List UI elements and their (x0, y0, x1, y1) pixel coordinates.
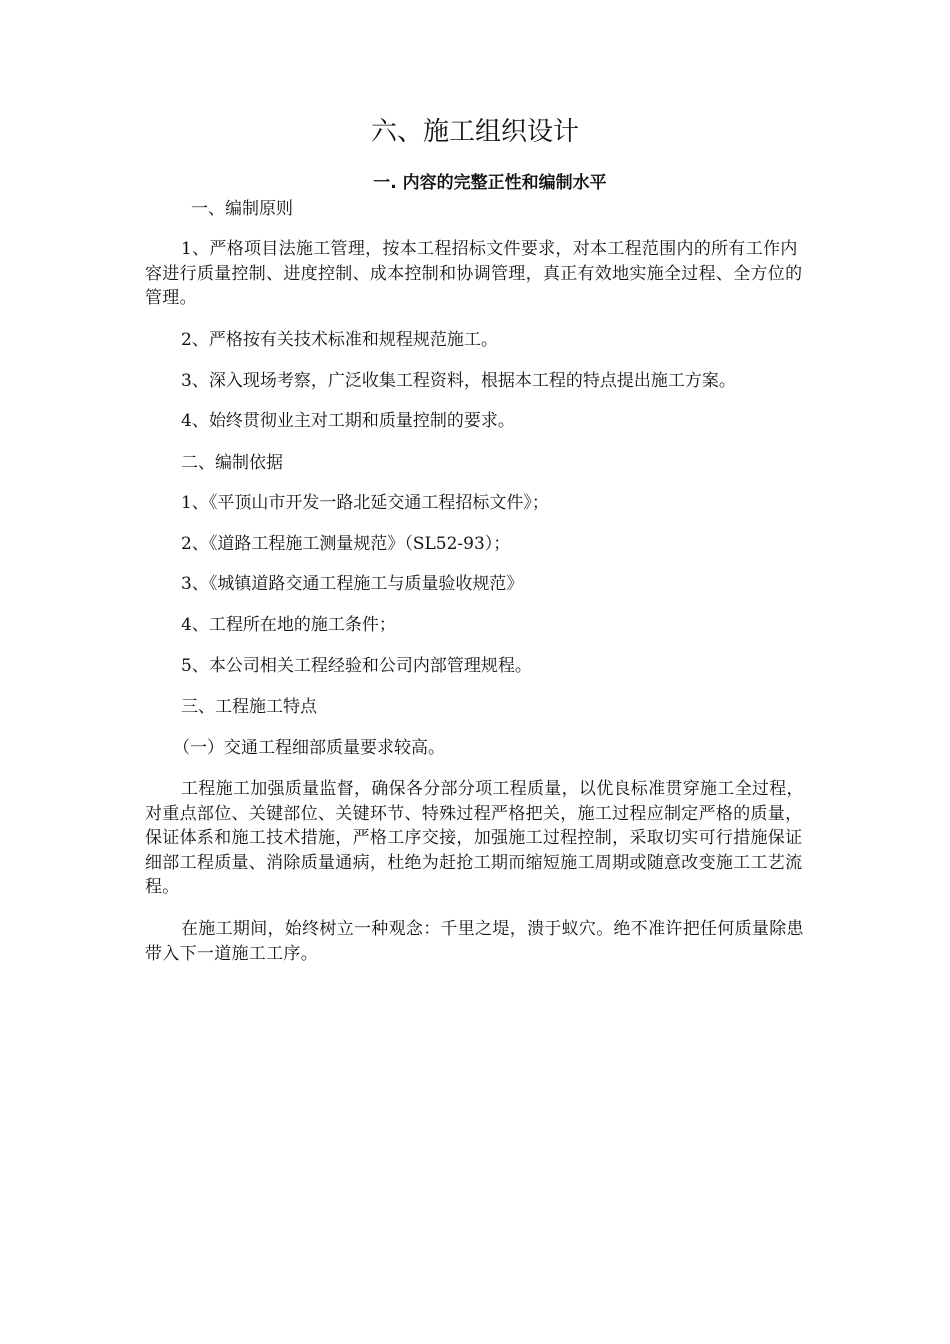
section1-item-2: 2、严格按有关技术标准和规程规范施工。 (181, 330, 498, 350)
section1-item-1: 1、严格项目法施工管理，按本工程招标文件要求，对本工程范围内的所有工作内容进行质量控制、进度控制、成本控制和协调管理，真正有效地实施全过程、全方位的管理。 (145, 239, 803, 308)
section2-item-3: 3、《城镇道路交通工程施工与质量验收规范》 (181, 574, 524, 594)
section-subtitle: 一. 内容的完整正性和编制水平 (373, 173, 607, 193)
section1-item-4: 4、始终贯彻业主对工期和质量控制的要求。 (181, 411, 515, 431)
section1-item-3: 3、深入现场考察，广泛收集工程资料，根据本工程的特点提出施工方案。 (181, 371, 736, 391)
section2-heading: 二、编制依据 (181, 453, 283, 473)
section3-paragraph-2: 在施工期间，始终树立一种观念：千里之堤，溃于蚁穴。绝不准许把任何质量除患带入下一道施工工序。 (145, 919, 804, 964)
section2-item-1: 1、《平顶山市开发一路北延交通工程招标文件》； (181, 493, 549, 513)
section3-subheading: （一）交通工程细部质量要求较高。 (173, 738, 445, 758)
section2-item-2: 2、《道路工程施工测量规范》（SL52-93）； (181, 534, 511, 554)
section2-item-5: 5、本公司相关工程经验和公司内部管理规程。 (181, 656, 532, 676)
document-title: 六、施工组织设计 (370, 117, 579, 147)
section3-heading: 三、工程施工特点 (181, 697, 317, 717)
section2-item-4: 4、工程所在地的施工条件； (181, 615, 396, 635)
section1-heading: 一、编制原则 (191, 199, 293, 219)
section3-paragraph-1: 工程施工加强质量监督，确保各分部分项工程质量，以优良标准贯穿施工全过程，对重点部位、关键部位、关键环节、特殊过程严格把关，施工过程应制定严格的质量，保证体系和施工技术措施，严格工序交接，加强施工过程控制，采取切实可行措施保证细部工程质量、消除质量通病，杜绝为赶抢工期而缩短施工周期或随意改变施工工艺流程。 (145, 779, 804, 897)
